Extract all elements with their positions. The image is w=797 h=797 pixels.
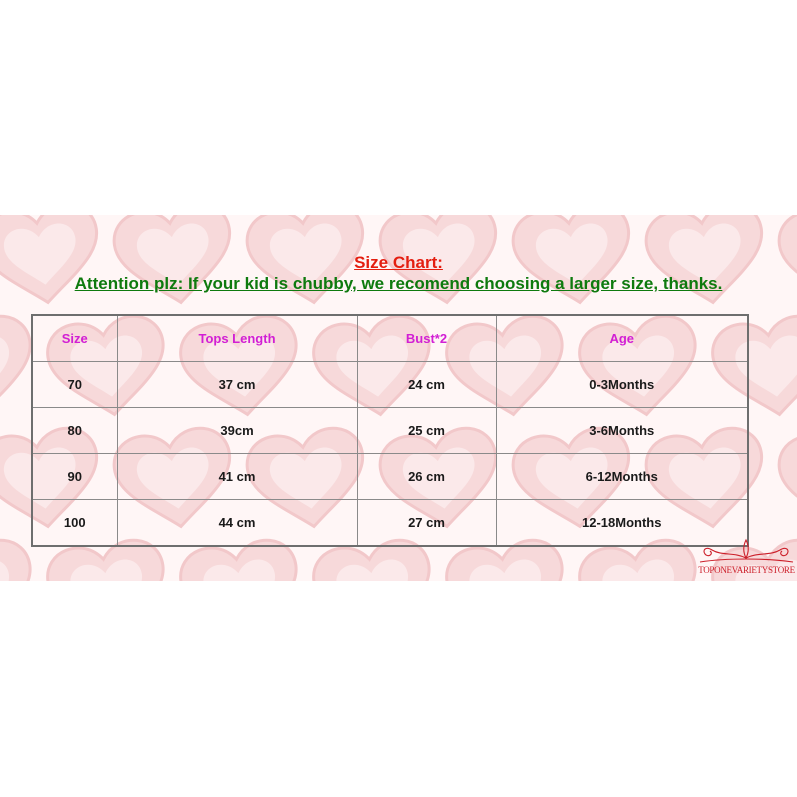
cell-size: 80 <box>32 408 117 454</box>
table-row <box>32 500 748 547</box>
cell-tops-length: 37 cm <box>117 362 357 408</box>
cell-size: 70 <box>32 362 117 408</box>
table-header-row <box>32 315 748 362</box>
cell-age: 0-3Months <box>496 362 748 408</box>
table-row <box>32 408 748 454</box>
table-row <box>32 454 748 500</box>
header-bust: Bust*2 <box>357 315 496 362</box>
cell-tops-length: 44 cm <box>117 500 357 547</box>
header-age: Age <box>496 315 748 362</box>
size-table <box>31 314 749 547</box>
heart-decoration <box>775 424 797 534</box>
cell-size: 100 <box>32 500 117 547</box>
cell-bust: 25 cm <box>357 408 496 454</box>
cell-size: 90 <box>32 454 117 500</box>
header-tops-length: Tops Length <box>117 315 357 362</box>
watermark-text: TOPONEVARIETYSTORE <box>698 565 795 575</box>
size-chart-title: Size Chart: <box>354 253 443 272</box>
cell-tops-length: 41 cm <box>117 454 357 500</box>
cell-age: 3-6Months <box>496 408 748 454</box>
cell-age: 12-18Months <box>496 500 748 547</box>
store-watermark <box>696 538 797 580</box>
cell-tops-length: 39cm <box>117 408 357 454</box>
table-row <box>32 362 748 408</box>
cell-age: 6-12Months <box>496 454 748 500</box>
cell-bust: 26 cm <box>357 454 496 500</box>
ornament-icon <box>696 538 797 568</box>
size-chart-panel <box>0 215 797 581</box>
chubby-attention-note: Attention plz: If your kid is chubby, we recomend choosing a larger size, thanks. <box>74 274 723 293</box>
cell-bust: 27 cm <box>357 500 496 547</box>
header-size: Size <box>32 315 117 362</box>
cell-bust: 24 cm <box>357 362 496 408</box>
